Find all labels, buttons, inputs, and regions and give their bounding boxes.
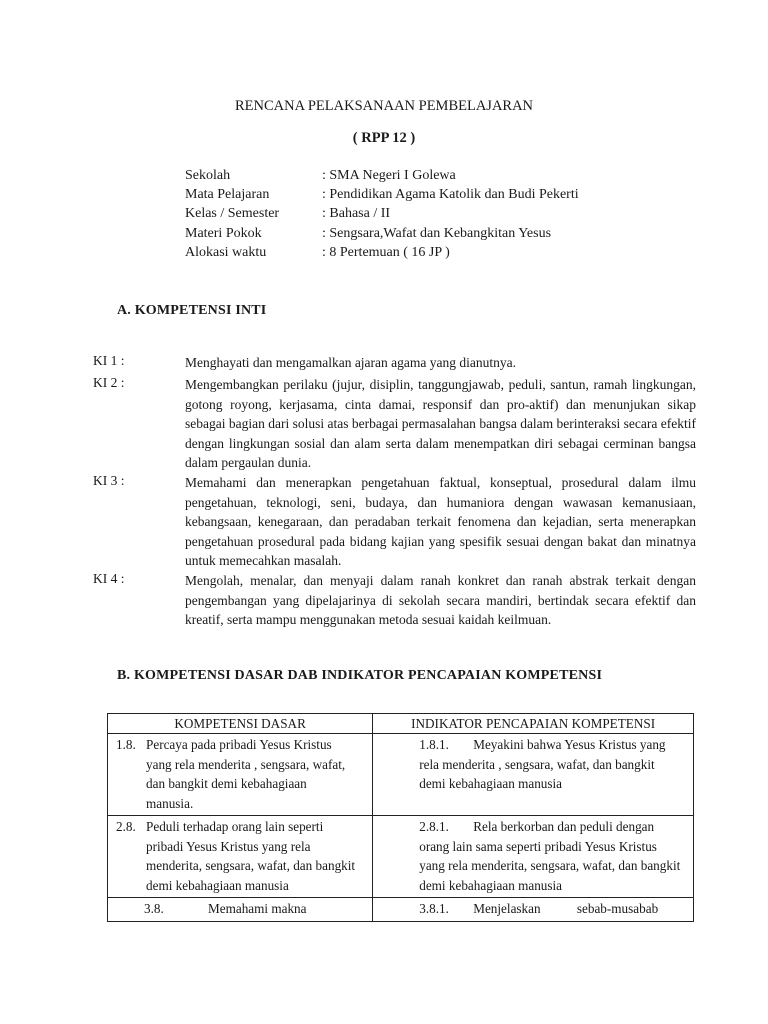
indicator-text: Menjelaskan sebab-musabab bbox=[473, 901, 659, 916]
identity-value: : Bahasa / II bbox=[322, 206, 391, 221]
kd-number: 3.8. bbox=[144, 901, 164, 916]
table-row bbox=[108, 734, 694, 816]
indicator-cell bbox=[373, 816, 694, 898]
identity-label: Kelas / Semester bbox=[185, 206, 280, 221]
ki-label: KI 3 : bbox=[93, 473, 125, 488]
identity-value: : Pendidikan Agama Katolik dan Budi Pekerti bbox=[322, 187, 579, 202]
identity-value: : 8 Pertemuan ( 16 JP ) bbox=[322, 245, 450, 260]
competency-table bbox=[107, 713, 694, 922]
kd-number: 1.8. bbox=[116, 737, 136, 752]
ki-text: Mengembangkan perilaku (jujur, disiplin, tanggungjawab, peduli, santun, ramah lingkungan, gotong royong, kerjasama, cinta damai, responsif dan pro-aktif) dan menunjukan sikap sebagai bagian dari solusi atas berbagai permasalahan bangsa dalam berinteraksi secara efektif dengan lingkungan sosial dan alam serta dalam menempatkan diri sebagai cerminan bangsa dalam pergaulan dunia. bbox=[185, 377, 696, 471]
kd-cell bbox=[108, 816, 373, 898]
indicator-text: Meyakini bahwa Yesus Kristus yang rela menderita , sengsara, wafat, dan bangkit demi kebahagiaan manusia bbox=[419, 737, 666, 791]
section-b-heading: B. KOMPETENSI DASAR DAB INDIKATOR PENCAPAIAN KOMPETENSI bbox=[117, 668, 603, 683]
column-header: KOMPETENSI DASAR bbox=[108, 714, 373, 734]
kd-text: Percaya pada pribadi Yesus Kristus yang rela menderita , sengsara, wafat, dan bangkit demi kebahagiaan manusia. bbox=[146, 737, 346, 811]
indicator-number: 2.8.1. bbox=[419, 819, 449, 834]
ki-label: KI 2 : bbox=[93, 375, 125, 390]
identity-value: : Sengsara,Wafat dan Kebangkitan Yesus bbox=[322, 226, 552, 241]
identity-label: Sekolah bbox=[185, 168, 231, 183]
indicator-cell bbox=[373, 734, 694, 816]
identity-label: Materi Pokok bbox=[185, 226, 262, 241]
indicator-text: Rela berkorban dan peduli dengan orang lain sama seperti pribadi Yesus Kristus yang rela menderita, sengsara, wafat, dan bangkit demi kebahagiaan manusia bbox=[419, 819, 681, 893]
ki-label: KI 1 : bbox=[93, 353, 125, 368]
identity-value: : SMA Negeri I Golewa bbox=[322, 168, 456, 183]
table-row bbox=[108, 816, 694, 898]
ki-label: KI 4 : bbox=[93, 571, 125, 586]
identity-label: Alokasi waktu bbox=[185, 245, 267, 260]
indicator-number: 3.8.1. bbox=[419, 901, 449, 916]
section-a-heading: A. KOMPETENSI INTI bbox=[117, 303, 267, 318]
kd-cell bbox=[108, 898, 373, 922]
ki-text: Menghayati dan mengamalkan ajaran agama yang dianutnya. bbox=[185, 355, 516, 370]
identity-label: Mata Pelajaran bbox=[185, 187, 270, 202]
kd-number: 2.8. bbox=[116, 819, 136, 834]
page-title: RENCANA PELAKSANAAN PEMBELAJARAN bbox=[234, 98, 534, 114]
column-header: INDIKATOR PENCAPAIAN KOMPETENSI bbox=[373, 714, 694, 734]
indicator-cell bbox=[373, 898, 694, 922]
page-subtitle: ( RPP 12 ) bbox=[352, 130, 416, 146]
table-row bbox=[108, 898, 694, 922]
kd-text: Peduli terhadap orang lain seperti pribadi Yesus Kristus yang rela menderita, sengsara, wafat, dan bangkit demi kebahagiaan manusia bbox=[146, 819, 356, 893]
indicator-number: 1.8.1. bbox=[419, 737, 449, 752]
kd-text: Memahami makna bbox=[208, 901, 307, 916]
ki-text: Mengolah, menalar, dan menyaji dalam ranah konkret dan ranah abstrak terkait dengan pengembangan yang dipelajarinya di sekolah secara mandiri, bertindak secara efektif dan kreatif, serta mampu menggunakan metoda sesuai kaidah keilmuan. bbox=[185, 573, 696, 628]
kd-cell bbox=[108, 734, 373, 816]
ki-text: Memahami dan menerapkan pengetahuan faktual, konseptual, prosedural dalam ilmu pengetahuan, teknologi, seni, budaya, dan humaniora dengan wawasan kemanusiaan, kebangsaan, kenegaraan, dan peradaban terkait fenomena dan kejadian, serta menerapkan pengetahuan prosedural pada bidang kajian yang spesifik sesuai dengan bakat dan minatnya untuk memecahkan masalah. bbox=[185, 475, 696, 569]
table-header-row bbox=[108, 714, 694, 734]
